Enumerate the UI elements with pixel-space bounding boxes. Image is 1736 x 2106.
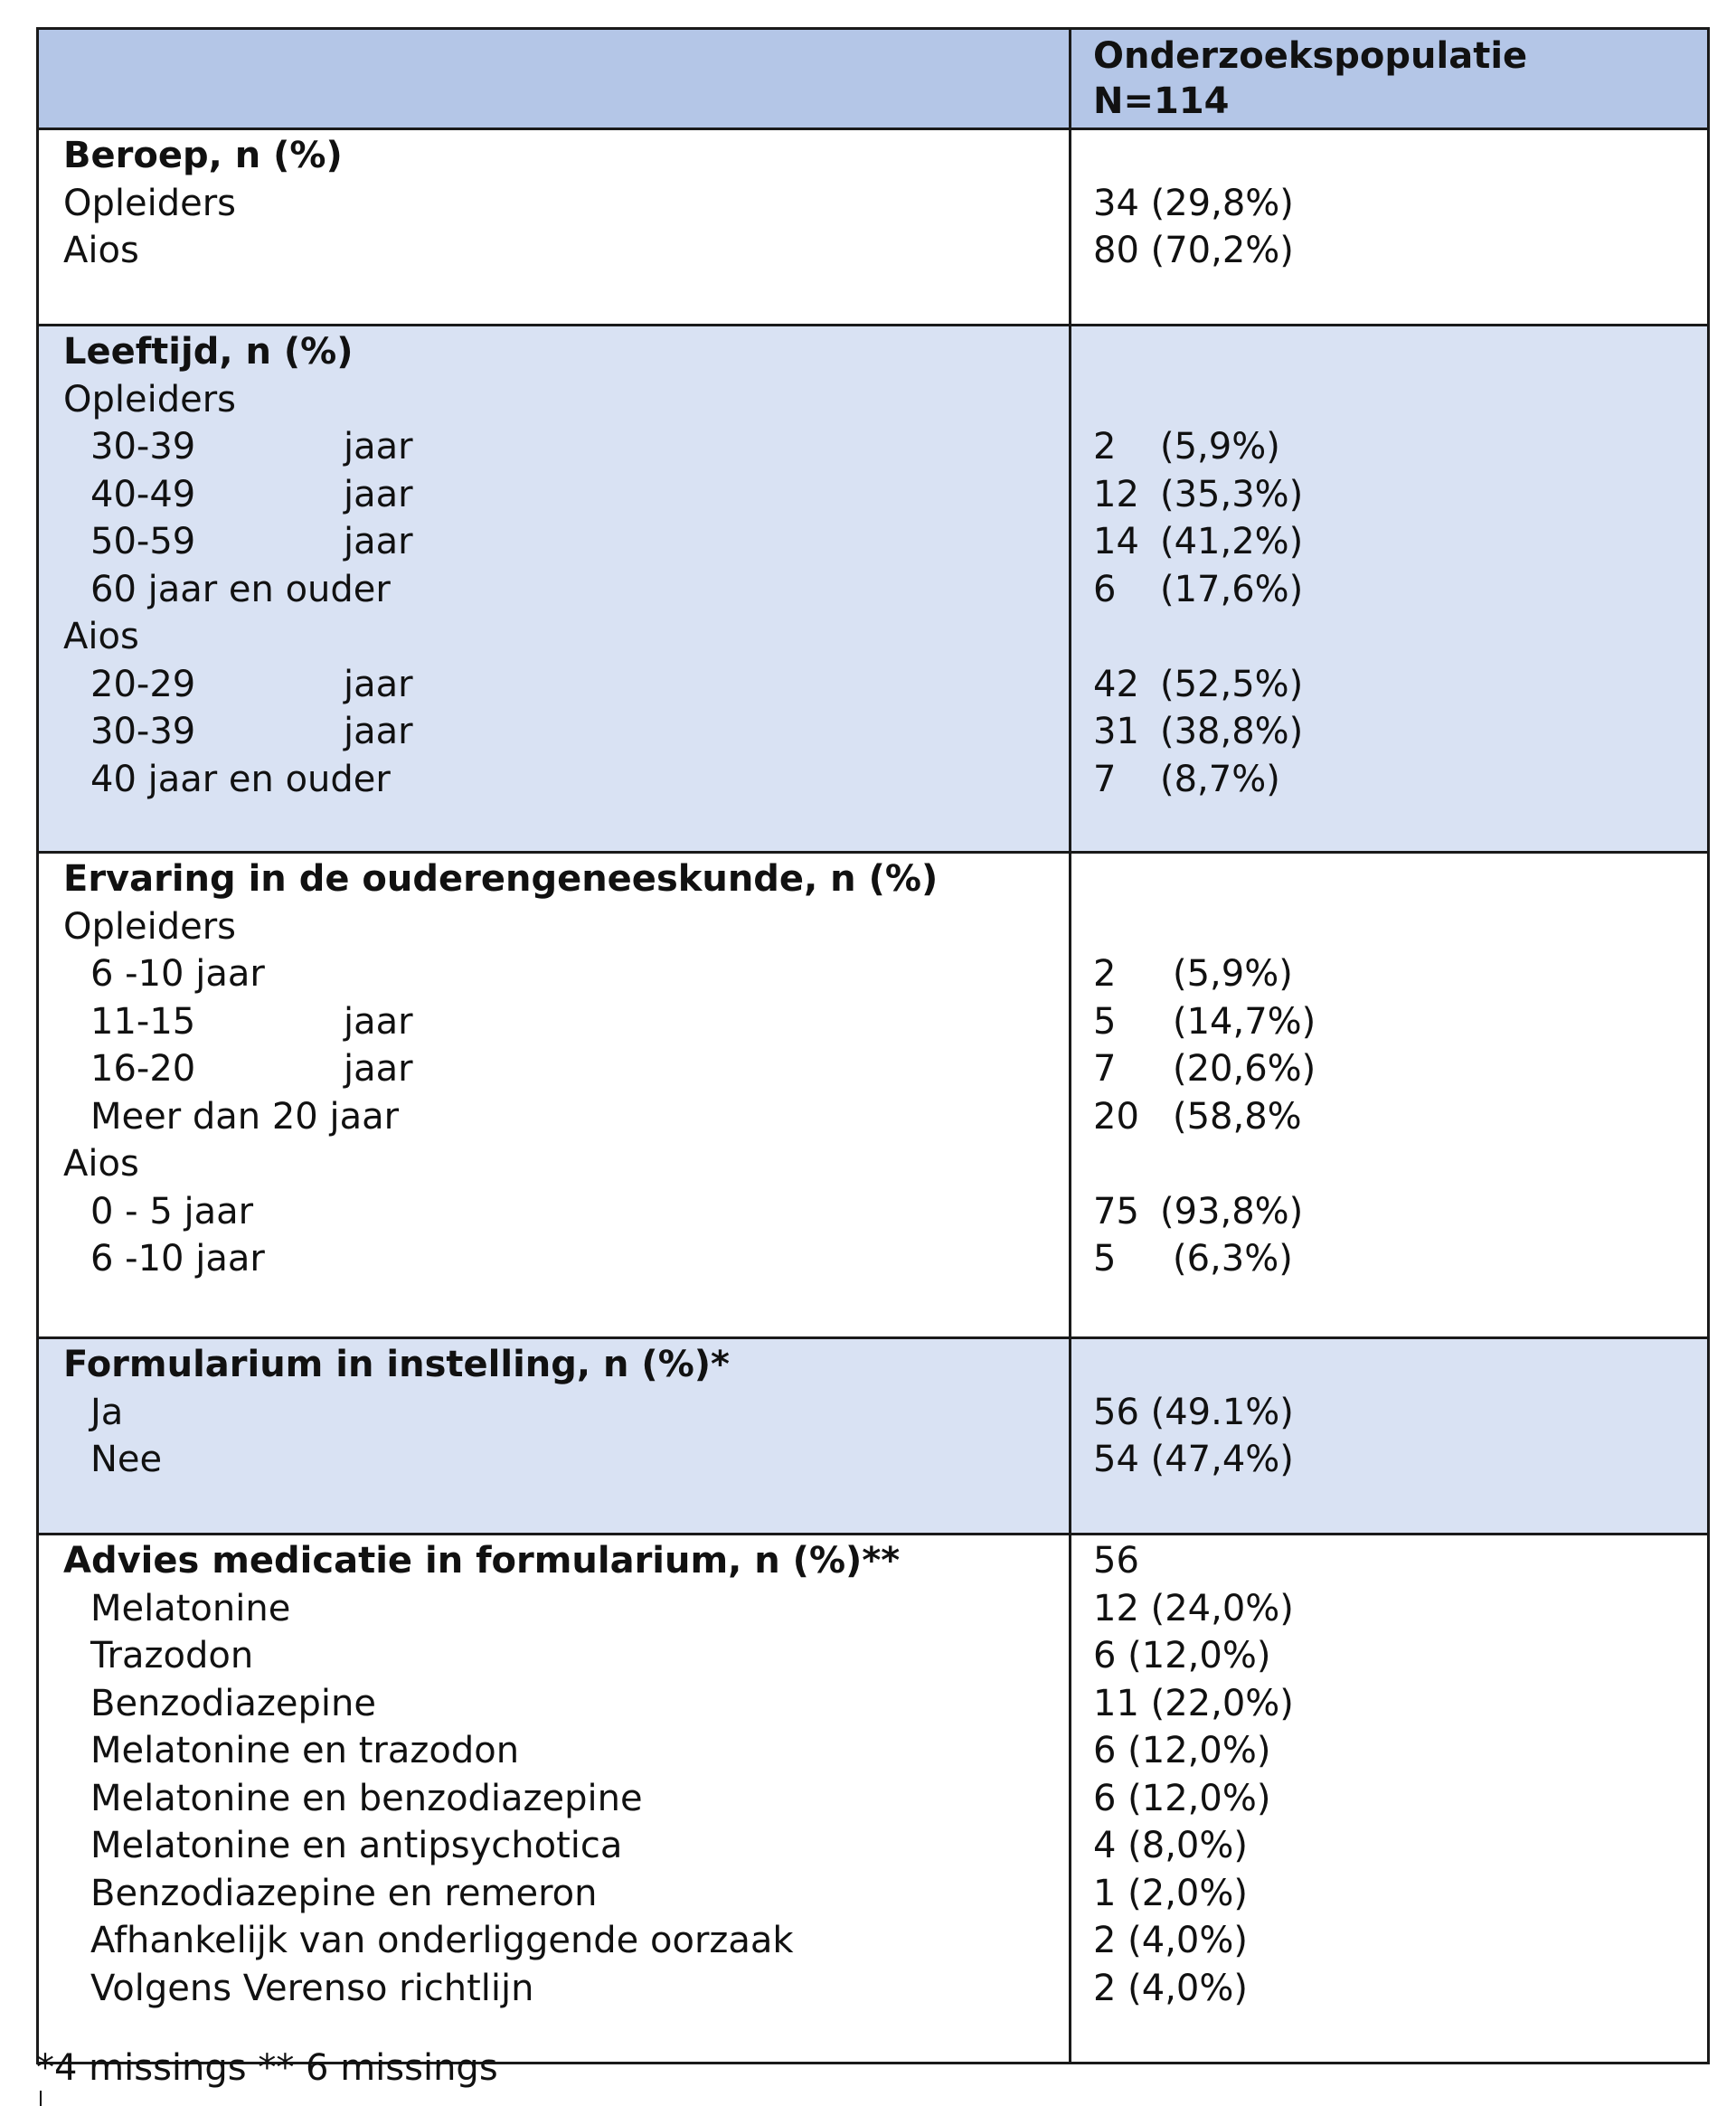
- row-value: 54 (47,4%): [1093, 1439, 1294, 1480]
- group-label: Opleiders: [63, 905, 236, 948]
- row-value: 5 (14,7%): [1093, 1000, 1316, 1043]
- row-label: 20-29 jaar: [90, 663, 413, 705]
- leeftijd-values: [1071, 326, 1709, 853]
- row-value: 31 (38,8%): [1093, 711, 1304, 752]
- section-formularium: [38, 1338, 1709, 1535]
- row-value: 7 (20,6%): [1093, 1048, 1316, 1090]
- row-value: 12 (35,3%): [1093, 473, 1304, 515]
- row-label: 40-49 jaar: [90, 473, 413, 515]
- row-value: 12 (24,0%): [1093, 1587, 1294, 1629]
- cursor-mark: [40, 2091, 42, 2106]
- row-label: 40 jaar en ouder: [90, 758, 391, 800]
- row-label: 30-39 jaar: [90, 426, 413, 467]
- row-label: Trazodon: [90, 1635, 254, 1676]
- row-label: 0 - 5 jaar: [90, 1190, 254, 1232]
- row-value: 5 (6,3%): [1093, 1238, 1293, 1280]
- population-table-wrapper: [36, 27, 1707, 2064]
- row-label: 50-59 jaar: [90, 521, 413, 562]
- row-label: Nee: [90, 1439, 163, 1480]
- row-label: Opleiders: [63, 182, 236, 224]
- advies-total: 56: [1093, 1540, 1139, 1582]
- section-leeftijd: [38, 326, 1709, 853]
- row-value: 6 (12,0%): [1093, 1730, 1271, 1771]
- group-label: Opleiders: [63, 378, 236, 420]
- row-label: 11-15 jaar: [90, 1000, 413, 1043]
- row-label: Ja: [90, 1391, 124, 1433]
- section-ervaring: [38, 853, 1709, 1338]
- section-title: Advies medicatie in formularium, n (%)**: [63, 1540, 901, 1582]
- advies-labels: [38, 1535, 1071, 2064]
- header-population-title: Onderzoekspopulatie: [1093, 35, 1528, 77]
- section-advies: [38, 1535, 1709, 2064]
- section-title: Beroep, n (%): [63, 135, 343, 176]
- beroep-values: [1071, 129, 1709, 326]
- row-value: 42 (52,5%): [1093, 663, 1304, 705]
- row-label: 60 jaar en ouder: [90, 568, 391, 610]
- row-label: Melatonine en benzodiazepine: [90, 1777, 643, 1819]
- ervaring-values: [1071, 853, 1709, 1338]
- row-value: 1 (2,0%): [1093, 1872, 1248, 1914]
- row-value: 20 (58,8%: [1093, 1095, 1302, 1138]
- row-label: Meer dan 20 jaar: [90, 1095, 400, 1138]
- header-empty-cell: [38, 29, 1071, 129]
- leeftijd-labels: [38, 326, 1071, 853]
- section-title: Formularium in instelling, n (%)*: [63, 1344, 730, 1385]
- population-table: [36, 27, 1710, 2064]
- row-value: 75 (93,8%): [1093, 1190, 1304, 1232]
- row-label: 6 -10 jaar: [90, 1238, 265, 1280]
- row-value: 14 (41,2%): [1093, 521, 1304, 562]
- row-label: Melatonine: [90, 1587, 291, 1629]
- table-header-row: [38, 29, 1709, 129]
- row-label: Benzodiazepine en remeron: [90, 1872, 598, 1914]
- header-population-cell: [1071, 29, 1709, 129]
- row-label: 16-20 jaar: [90, 1048, 413, 1090]
- group-label: Aios: [63, 1143, 139, 1185]
- row-value: 2 (4,0%): [1093, 1920, 1248, 1961]
- group-label: Aios: [63, 616, 139, 657]
- advies-values: [1071, 1535, 1709, 2064]
- row-value: 34 (29,8%): [1093, 182, 1294, 224]
- row-value: 11 (22,0%): [1093, 1682, 1294, 1724]
- row-value: 2 (5,9%): [1093, 953, 1293, 995]
- row-value: 7 (8,7%): [1093, 758, 1280, 800]
- section-title: Leeftijd, n (%): [63, 331, 354, 373]
- row-label: Volgens Verenso richtlijn: [90, 1967, 534, 2009]
- header-population-n: N=114: [1093, 80, 1230, 122]
- row-value: 4 (8,0%): [1093, 1825, 1248, 1866]
- section-beroep: [38, 129, 1709, 326]
- table-footnote: *4 missings ** 6 missings: [36, 2047, 498, 2089]
- row-value: 6 (12,0%): [1093, 1635, 1271, 1676]
- section-title: Ervaring in de ouderengeneeskunde, n (%): [63, 858, 939, 900]
- row-value: 2 (5,9%): [1093, 426, 1280, 467]
- row-value: 56 (49.1%): [1093, 1391, 1294, 1433]
- row-label: Benzodiazepine: [90, 1682, 376, 1724]
- row-label: Afhankelijk van onderliggende oorzaak: [90, 1920, 794, 1961]
- beroep-labels: [38, 129, 1071, 326]
- row-value: 6 (17,6%): [1093, 568, 1304, 610]
- row-label: 6 -10 jaar: [90, 953, 265, 995]
- row-label: Melatonine en antipsychotica: [90, 1825, 623, 1866]
- row-label: Melatonine en trazodon: [90, 1730, 520, 1771]
- row-label: 30-39 jaar: [90, 711, 413, 752]
- row-value: 80 (70,2%): [1093, 230, 1294, 271]
- row-value: 2 (4,0%): [1093, 1967, 1248, 2009]
- formularium-labels: [38, 1338, 1071, 1535]
- row-value: 6 (12,0%): [1093, 1777, 1271, 1819]
- row-label: Aios: [63, 230, 139, 271]
- ervaring-labels: [38, 853, 1071, 1338]
- formularium-values: [1071, 1338, 1709, 1535]
